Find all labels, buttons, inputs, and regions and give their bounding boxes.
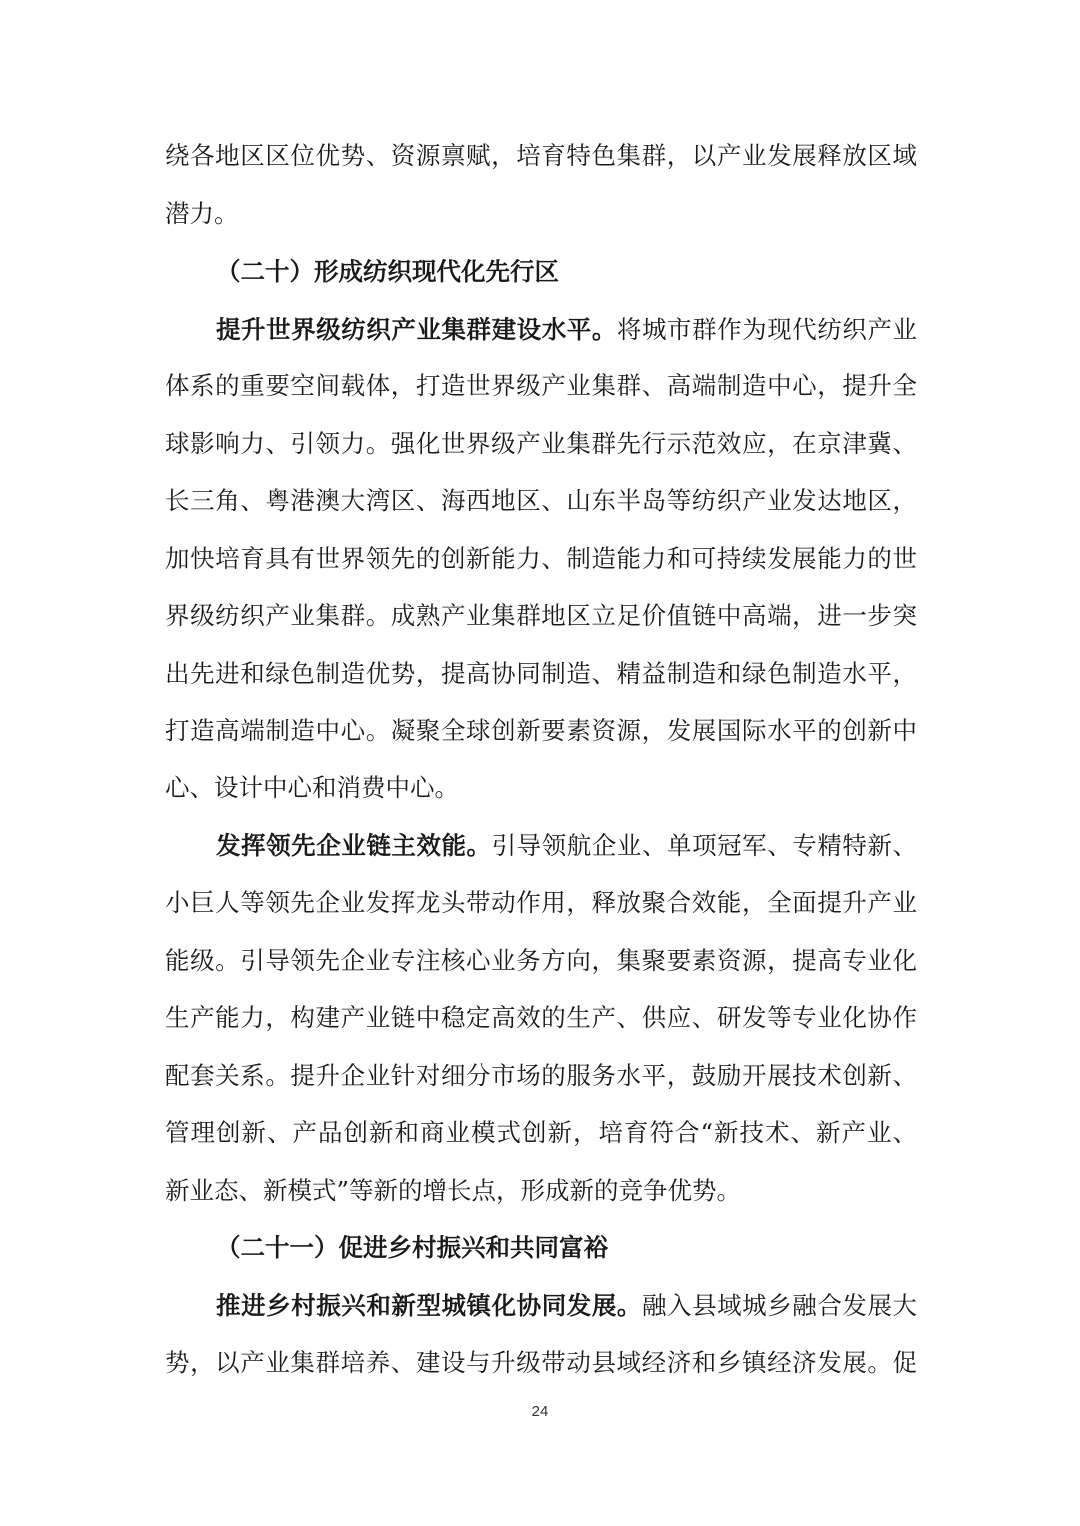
section-20-para-2-line: 配套关系。提升企业针对细分市场的服务水平，鼓励开展技术创新、: [165, 1061, 917, 1090]
section-21-heading: （二十一）促进乡村振兴和共同富裕: [216, 1233, 608, 1262]
section-21-para-1-first-line: [216, 1286, 917, 1326]
section-20-para-2-lead: 发挥领先企业链主效能。: [216, 831, 492, 860]
section-20-para-2-first-line-rest: 引导领航企业、单项冠军、专精特新、: [491, 831, 918, 860]
section-20-para-1-line: 打造高端制造中心。凝聚全球创新要素资源，发展国际水平的创新中: [165, 716, 917, 745]
section-21-para-1-first-line-rest: 融入县域城乡融合发展大: [641, 1291, 918, 1320]
section-20-para-1-first-line-rest: 将城市群作为现代纺织产业: [616, 315, 918, 344]
section-20-para-1-line: 球影响力、引领力。强化世界级产业集群先行示范效应，在京津冀、: [165, 429, 917, 458]
section-20-para-2-line: 生产能力，构建产业链中稳定高效的生产、供应、研发等专业化协作: [165, 1003, 917, 1032]
section-21-para-1-line: 势，以产业集群培养、建设与升级带动县域经济和乡镇经济发展。促: [165, 1348, 917, 1377]
section-20-para-1-line: 加快培育具有世界领先的创新能力、制造能力和可持续发展能力的世: [165, 544, 917, 573]
section-20-para-2-line: 能级。引导领先企业专注核心业务方向，集聚要素资源，提高专业化: [165, 946, 917, 975]
section-20-para-1-lead: 提升世界级纺织产业集群建设水平。: [216, 315, 617, 344]
section-20-para-1-first-line: [216, 310, 917, 350]
section-20-heading: （二十）形成纺织现代化先行区: [216, 257, 559, 286]
section-20-para-1-line: 界级纺织产业集群。成熟产业集群地区立足价值链中高端，进一步突: [165, 601, 917, 630]
section-20-para-2-first-line: [216, 826, 917, 866]
section-20-para-1-line: 长三角、粤港澳大湾区、海西地区、山东半岛等纺织产业发达地区，: [165, 486, 917, 515]
section-20-para-2-line: 小巨人等领先企业发挥龙头带动作用，释放聚合效能，全面提升产业: [165, 888, 917, 917]
section-20-para-1-line: 出先进和绿色制造优势，提高协同制造、精益制造和绿色制造水平，: [165, 659, 917, 688]
page-number: 24: [531, 1403, 549, 1420]
section-20-para-2-line: 新业态、新模式”等新的增长点，形成新的竞争优势。: [165, 1176, 742, 1205]
intro-line-1: 绕各地区区位优势、资源禀赋，培育特色集群，以产业发展释放区域: [165, 141, 917, 170]
section-20-para-1-line: 心、设计中心和消费中心。: [165, 773, 459, 802]
intro-line-2: 潜力。: [165, 199, 239, 228]
section-20-para-1-line: 体系的重要空间载体，打造世界级产业集群、高端制造中心，提升全: [165, 371, 917, 400]
section-20-para-2-line: 管理创新、产品创新和商业模式创新，培育符合“新技术、新产业、: [165, 1118, 917, 1147]
section-21-para-1-lead: 推进乡村振兴和新型城镇化协同发展。: [216, 1291, 642, 1320]
